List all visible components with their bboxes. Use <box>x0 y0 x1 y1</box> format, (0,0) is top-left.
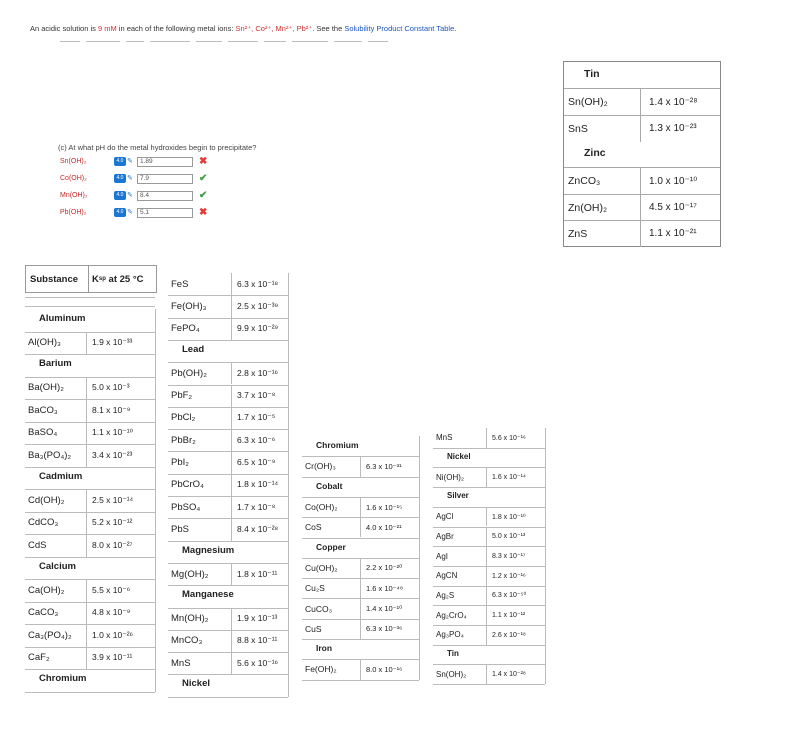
ksp-value: 4.0 x 10⁻²¹ <box>360 517 402 537</box>
substance-name: Cu(OH)₂ <box>305 562 338 573</box>
ksp-value: 1.6 x 10⁻¹⁴ <box>486 467 526 487</box>
answer-label: Mn(OH)₂ <box>60 192 88 199</box>
ksp-value: 6.3 x 10⁻⁵⁰ <box>486 586 526 606</box>
ksp-row <box>433 527 545 547</box>
row-divider <box>302 538 419 539</box>
ksp-value: 1.4 x 10⁻²⁸ <box>640 89 697 115</box>
zoomed-ksp-table <box>563 61 721 247</box>
row-divider <box>168 541 288 542</box>
substance-name: AgCN <box>436 571 458 581</box>
ksp-value: 8.3 x 10⁻¹⁷ <box>486 546 525 566</box>
x-icon: ✖ <box>199 207 208 218</box>
ksp-value: 5.5 x 10⁻⁶ <box>86 579 130 602</box>
ksp-value: 6.5 x 10⁻⁹ <box>231 451 275 473</box>
substance-name: CuCO₃ <box>305 603 333 614</box>
ksp-row <box>168 563 288 585</box>
ksp-row <box>25 602 155 625</box>
substance-name: CaCO₃ <box>28 607 59 619</box>
ksp-value: 1.4 x 10⁻²⁸ <box>486 664 526 684</box>
x-icon: ✖ <box>199 156 208 167</box>
substance-name: AgI <box>436 551 449 561</box>
group-heading: Iron <box>316 643 333 653</box>
ksp-row <box>25 399 155 422</box>
group-heading: Copper <box>316 541 346 552</box>
ksp-row <box>433 467 545 487</box>
row-divider <box>25 669 155 670</box>
group-heading: Tin <box>447 648 459 658</box>
ksp-value: 2.6 x 10⁻¹⁸ <box>486 625 526 645</box>
ksp-row <box>302 456 419 476</box>
group-heading: Tin <box>584 68 600 80</box>
ksp-value: 3.7 x 10⁻⁸ <box>231 385 275 407</box>
ksp-row <box>168 608 288 630</box>
ksp-value: 5.0 x 10⁻³ <box>86 377 130 400</box>
group-heading: Magnesium <box>182 544 235 556</box>
substance-name: Cu₂S <box>305 583 325 594</box>
substance-name: Zn(OH)₂ <box>568 201 608 214</box>
group-heading: Cadmium <box>39 470 83 482</box>
hint-badge[interactable]: 4.0 <box>114 208 126 217</box>
ksp-row <box>433 605 545 625</box>
ksp-row <box>302 619 419 639</box>
ksp-value: 1.9 x 10⁻³³ <box>86 332 132 355</box>
answer-row <box>60 156 207 167</box>
substance-name: Fe(OH)₂ <box>305 664 337 675</box>
check-icon: ✔ <box>199 190 208 201</box>
answer-input[interactable]: 8.4 <box>137 191 193 201</box>
problem-intro <box>30 24 456 33</box>
answer-row <box>60 190 207 201</box>
ksp-value: 1.9 x 10⁻¹³ <box>231 608 277 630</box>
row-divider <box>433 448 545 449</box>
substance-name: AgCl <box>436 512 454 522</box>
ksp-row <box>564 115 720 142</box>
ksp-value: 6.3 x 10⁻³⁶ <box>360 619 402 639</box>
ksp-header <box>25 265 157 293</box>
substance-name: AgBr <box>436 531 454 541</box>
substance-name: CuS <box>305 623 322 634</box>
answer-label: Co(OH)₂ <box>60 175 87 182</box>
ksp-value: 6.3 x 10⁻³¹ <box>360 456 402 476</box>
ksp-row <box>433 546 545 566</box>
ksp-value: 5.2 x 10⁻¹² <box>86 512 132 535</box>
answer-row <box>60 173 207 184</box>
divider <box>25 306 155 307</box>
group-heading: Aluminum <box>39 313 86 324</box>
ksp-row <box>168 362 288 384</box>
substance-name: PbSO₄ <box>171 501 201 513</box>
substance-name: PbBr₂ <box>171 434 196 446</box>
ksp-row <box>25 512 155 535</box>
intro-after: . See the <box>312 24 345 33</box>
ksp-row <box>168 385 288 407</box>
substance-name: Ag₂CrO₄ <box>436 610 467 620</box>
ksp-row <box>25 489 155 512</box>
ksp-row <box>302 598 419 618</box>
substance-name: SnS <box>568 122 588 135</box>
ksp-row <box>168 630 288 652</box>
row-divider <box>25 467 155 468</box>
substance-name: MnCO₃ <box>171 635 203 647</box>
ksp-value: 1.4 x 10⁻¹⁰ <box>360 598 402 618</box>
edit-icon[interactable]: ✎ <box>127 192 133 199</box>
ksp-row <box>168 496 288 518</box>
answer-input[interactable]: 5.1 <box>137 208 193 218</box>
ksp-value: 2.2 x 10⁻²⁰ <box>360 558 402 578</box>
group-heading: Lead <box>182 343 205 355</box>
ksp-row <box>168 474 288 496</box>
intro-prefix: An acidic solution is <box>30 24 98 33</box>
ksp-value: 2.5 x 10⁻³⁹ <box>231 295 278 317</box>
ksp-value: 8.8 x 10⁻¹¹ <box>231 630 277 652</box>
substance-name: Ca₃(PO₄)₂ <box>28 629 72 641</box>
answer-label: Pb(OH)₂ <box>60 209 87 216</box>
row-divider <box>433 487 545 488</box>
ksp-row <box>302 578 419 598</box>
ksp-value: 1.3 x 10⁻²³ <box>640 116 697 142</box>
substance-name: Ag₃PO₄ <box>436 630 464 640</box>
substance-name: Ca(OH)₂ <box>28 584 65 596</box>
edit-icon[interactable]: ✎ <box>127 175 133 182</box>
ksp-value: 1.8 x 10⁻¹⁴ <box>231 474 278 496</box>
ksp-value: 6.3 x 10⁻⁶ <box>231 429 275 451</box>
ksp-value: 1.1 x 10⁻¹² <box>486 605 525 625</box>
ksp-value: 5.0 x 10⁻¹³ <box>486 527 525 547</box>
ksp-row <box>433 664 545 684</box>
ksp-value: 8.0 x 10⁻¹⁶ <box>360 659 402 679</box>
ksp-value: 1.7 x 10⁻⁸ <box>231 496 275 518</box>
substance-name: ZnS <box>568 227 588 240</box>
intro-end: . <box>454 24 457 33</box>
ksp-row <box>168 407 288 429</box>
ksp-row <box>433 586 545 606</box>
substance-name: PbI₂ <box>171 457 189 469</box>
ksp-value: 1.6 x 10⁻⁴⁸ <box>360 578 403 598</box>
ksp-value: 1.2 x 10⁻¹⁶ <box>486 566 526 586</box>
substance-name: Ba(OH)₂ <box>28 382 64 394</box>
ksp-value: 1.8 x 10⁻¹¹ <box>231 563 277 585</box>
ksp-row <box>168 273 288 295</box>
ksp-row <box>564 194 720 221</box>
clipped-text-line <box>60 41 440 45</box>
hint-badge[interactable]: 4.0 <box>114 191 126 200</box>
ksp-row <box>25 647 155 670</box>
ksp-value: 8.1 x 10⁻⁹ <box>86 399 130 422</box>
substance-name: Cd(OH)₂ <box>28 494 65 506</box>
row-divider <box>168 697 288 698</box>
substance-name: PbCrO₄ <box>171 479 204 491</box>
ksp-row <box>564 88 720 115</box>
ksp-value: 1.7 x 10⁻⁵ <box>231 407 275 429</box>
row-divider <box>168 585 288 586</box>
substance-name: MnS <box>436 433 453 443</box>
ksp-value: 3.4 x 10⁻²³ <box>86 444 132 467</box>
divider <box>25 297 155 298</box>
ksp-row <box>302 558 419 578</box>
row-divider <box>433 684 545 685</box>
substance-name: CaF₂ <box>28 652 50 664</box>
ksp-value: 1.8 x 10⁻¹⁰ <box>486 507 526 527</box>
ksp-value: 1.0 x 10⁻²⁶ <box>86 624 133 647</box>
row-divider <box>168 674 288 675</box>
group-heading: Chromium <box>316 440 359 450</box>
group-heading: Nickel <box>447 451 471 461</box>
edit-icon[interactable]: ✎ <box>127 209 133 216</box>
substance-name: CoS <box>305 522 322 533</box>
ksp-value: 2.8 x 10⁻¹⁶ <box>231 362 278 384</box>
hint-badge[interactable]: 4.0 <box>114 157 126 166</box>
group-heading: Nickel <box>182 678 210 690</box>
ksp-value: 9.9 x 10⁻²⁹ <box>231 318 278 340</box>
substance-name: PbF₂ <box>171 390 193 402</box>
ksp-row <box>168 429 288 451</box>
ksp-row <box>564 220 720 247</box>
group-heading: Zinc <box>584 146 606 159</box>
answer-input[interactable]: 7.9 <box>137 174 193 184</box>
ksp-row <box>564 167 720 194</box>
group-heading: Cobalt <box>316 480 343 491</box>
ksp-table-link[interactable]: Solubility Product Constant Table <box>344 24 455 33</box>
ksp-row <box>168 318 288 340</box>
ksp-value: 8.0 x 10⁻²⁷ <box>86 534 133 557</box>
row-divider <box>25 354 155 355</box>
row-divider <box>168 340 288 341</box>
substance-name: FePO₄ <box>171 323 200 335</box>
ksp-row <box>168 518 288 540</box>
ksp-row <box>433 625 545 645</box>
ksp-value: 1.1 x 10⁻¹⁰ <box>86 422 133 445</box>
row-divider <box>302 639 419 640</box>
substance-name: ZnCO₃ <box>568 175 601 188</box>
substance-name: Fe(OH)₃ <box>171 300 207 312</box>
intro-concentration: 9 mM <box>97 24 117 33</box>
check-icon: ✔ <box>199 173 208 184</box>
ksp-row <box>168 451 288 473</box>
header-ksp: K sp at 25 °C <box>88 266 143 292</box>
answer-label: Sn(OH)₂ <box>60 158 87 165</box>
substance-name: Ag₂S <box>436 590 455 600</box>
ksp-row <box>25 422 155 445</box>
ksp-row <box>25 444 155 467</box>
substance-name: CdCO₃ <box>28 517 59 529</box>
ksp-row <box>168 652 288 674</box>
ksp-value: 1.6 x 10⁻¹⁵ <box>360 497 402 517</box>
question-prompt: (c) At what pH do the metal hydroxides begin to precipitate? <box>58 143 257 152</box>
ksp-value: 1.0 x 10⁻¹⁰ <box>640 168 697 194</box>
group-heading: Chromium <box>39 673 87 684</box>
ksp-value: 3.9 x 10⁻¹¹ <box>86 647 132 670</box>
ksp-row <box>25 377 155 400</box>
substance-name: CdS <box>28 539 47 551</box>
substance-name: MnS <box>171 657 191 669</box>
column-border <box>419 436 420 680</box>
header-substance: Substance <box>30 273 79 285</box>
ksp-row <box>25 579 155 602</box>
edit-icon[interactable]: ✎ <box>127 158 133 165</box>
substance-name: Ni(OH)₂ <box>436 472 464 482</box>
substance-name: Sn(OH)₂ <box>436 669 467 679</box>
substance-name: Sn(OH)₂ <box>568 96 608 109</box>
group-heading: Manganese <box>182 589 234 601</box>
ksp-row <box>433 428 545 448</box>
substance-name: BaSO₄ <box>28 427 58 439</box>
substance-name: Pb(OH)₂ <box>171 367 207 379</box>
row-divider <box>25 557 155 558</box>
intro-mid: in each of the following metal ions: <box>116 24 236 33</box>
substance-name: Mn(OH)₂ <box>171 613 209 625</box>
ksp-value: 4.5 x 10⁻¹⁷ <box>640 195 697 221</box>
substance-name: Ba₃(PO₄)₂ <box>28 449 72 461</box>
column-border <box>288 273 289 697</box>
ksp-value: 6.3 x 10⁻¹⁸ <box>231 273 278 295</box>
substance-name: PbCl₂ <box>171 412 196 424</box>
substance-name: FeS <box>171 278 189 290</box>
group-heading: Silver <box>447 491 469 501</box>
row-divider <box>25 692 155 693</box>
ksp-row <box>433 566 545 586</box>
column-border <box>155 309 156 692</box>
ksp-row <box>25 624 155 647</box>
ksp-value: 4.8 x 10⁻⁹ <box>86 602 130 625</box>
intro-ions: Sn²⁺, Co²⁺, Mn²⁺, Pb²⁺ <box>235 24 313 33</box>
substance-name: PbS <box>171 523 189 535</box>
ksp-value: 5.6 x 10⁻¹⁶ <box>486 428 526 448</box>
answer-row <box>60 207 207 218</box>
ksp-row <box>168 295 288 317</box>
ksp-row <box>302 517 419 537</box>
ksp-row <box>25 534 155 557</box>
group-heading: Barium <box>39 358 72 369</box>
group-heading: Calcium <box>39 560 76 572</box>
hint-badge[interactable]: 4.0 <box>114 174 126 183</box>
ksp-value: 1.1 x 10⁻²¹ <box>640 221 697 247</box>
ksp-row <box>25 332 155 355</box>
row-divider <box>433 645 545 646</box>
ksp-value: 2.5 x 10⁻¹⁴ <box>86 489 133 512</box>
ksp-row <box>302 497 419 517</box>
row-divider <box>302 680 419 681</box>
answer-input[interactable]: 1.89 <box>137 157 193 167</box>
substance-name: Mg(OH)₂ <box>171 568 209 580</box>
substance-name: Cr(OH)₃ <box>305 461 336 472</box>
column-border <box>545 428 546 684</box>
row-divider <box>302 477 419 478</box>
substance-name: BaCO₃ <box>28 404 58 416</box>
substance-name: Co(OH)₂ <box>305 502 338 513</box>
ksp-row <box>433 507 545 527</box>
substance-name: Al(OH)₃ <box>28 337 61 349</box>
ksp-row <box>302 659 419 679</box>
ksp-value: 8.4 x 10⁻²⁸ <box>231 518 278 540</box>
ksp-value: 5.6 x 10⁻¹⁶ <box>231 652 278 674</box>
